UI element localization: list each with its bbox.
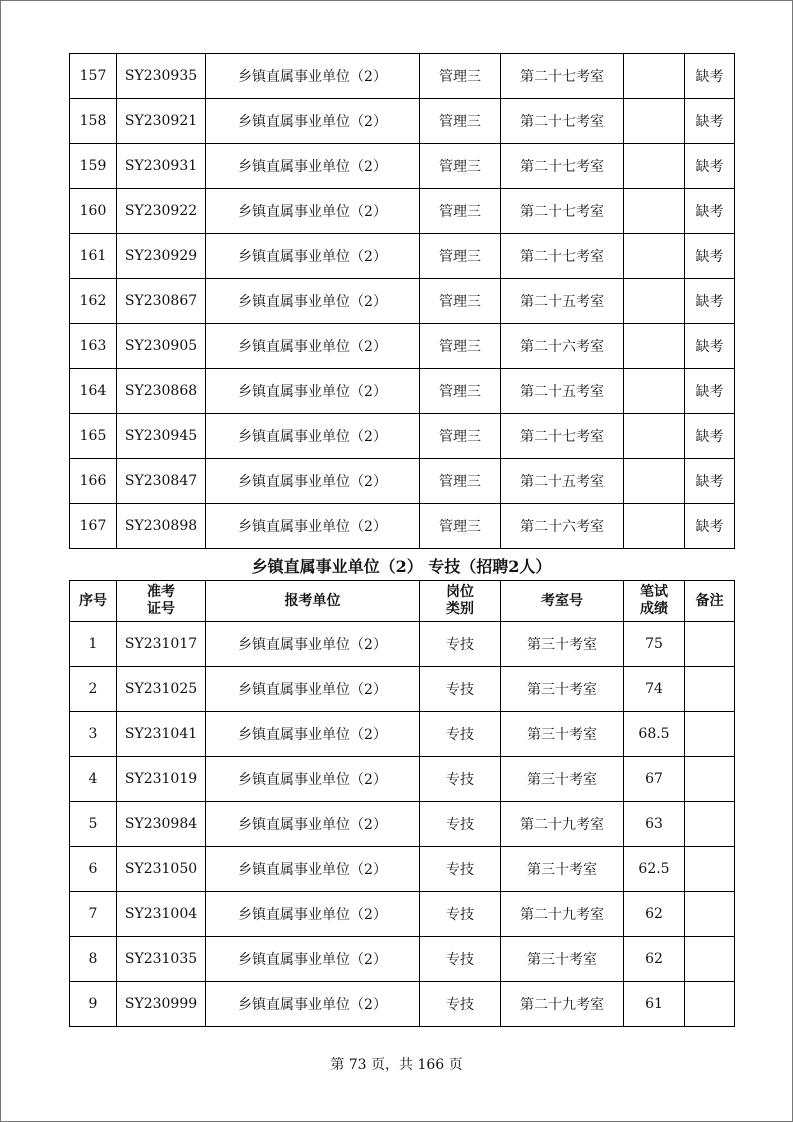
cell-score: 75	[624, 622, 685, 667]
cell-exam-room: 第二十六考室	[501, 504, 624, 549]
cell-seq: 158	[70, 99, 117, 144]
cell-exam-room: 第二十九考室	[501, 802, 624, 847]
cell-seq: 9	[70, 982, 117, 1027]
cell-ticket-no: SY230945	[117, 414, 206, 459]
cell-post-type: 管理三	[420, 144, 501, 189]
cell-ticket-no: SY230935	[117, 54, 206, 99]
cell-post-type: 管理三	[420, 54, 501, 99]
table-row	[70, 982, 735, 1027]
cell-score	[624, 234, 685, 279]
cell-ticket-no: SY231025	[117, 667, 206, 712]
cell-post-type: 专技	[420, 667, 501, 712]
cell-post-type: 管理三	[420, 414, 501, 459]
cell-remark	[685, 712, 735, 757]
table-row	[70, 937, 735, 982]
cell-ticket-no: SY231004	[117, 892, 206, 937]
cell-score	[624, 99, 685, 144]
header-ticket-no: 准考 证号	[117, 581, 206, 622]
cell-post-type: 专技	[420, 712, 501, 757]
cell-exam-room: 第二十五考室	[501, 369, 624, 414]
cell-remark: 缺考	[685, 54, 735, 99]
cell-score	[624, 459, 685, 504]
cell-score: 62	[624, 892, 685, 937]
results-table-management-body	[70, 54, 735, 549]
table-row	[70, 324, 735, 369]
cell-exam-room: 第二十六考室	[501, 324, 624, 369]
cell-remark: 缺考	[685, 99, 735, 144]
table-row	[70, 54, 735, 99]
table-row	[70, 414, 735, 459]
table-row	[70, 279, 735, 324]
cell-exam-room: 第三十考室	[501, 667, 624, 712]
cell-unit: 乡镇直属事业单位（2）	[206, 369, 420, 414]
cell-seq: 166	[70, 459, 117, 504]
cell-score	[624, 189, 685, 234]
cell-unit: 乡镇直属事业单位（2）	[206, 189, 420, 234]
cell-unit: 乡镇直属事业单位（2）	[206, 459, 420, 504]
cell-ticket-no: SY230868	[117, 369, 206, 414]
cell-score: 74	[624, 667, 685, 712]
cell-remark: 缺考	[685, 459, 735, 504]
cell-post-type: 管理三	[420, 504, 501, 549]
cell-score	[624, 144, 685, 189]
cell-remark	[685, 892, 735, 937]
cell-seq: 5	[70, 802, 117, 847]
cell-seq: 3	[70, 712, 117, 757]
cell-remark	[685, 757, 735, 802]
cell-score: 67	[624, 757, 685, 802]
cell-unit: 乡镇直属事业单位（2）	[206, 982, 420, 1027]
cell-exam-room: 第三十考室	[501, 622, 624, 667]
cell-score: 63	[624, 802, 685, 847]
header-unit: 报考单位	[206, 581, 420, 622]
cell-remark: 缺考	[685, 144, 735, 189]
cell-seq: 162	[70, 279, 117, 324]
cell-exam-room: 第二十七考室	[501, 234, 624, 279]
cell-seq: 6	[70, 847, 117, 892]
cell-remark: 缺考	[685, 189, 735, 234]
header-post-type: 岗位 类别	[420, 581, 501, 622]
cell-ticket-no: SY230931	[117, 144, 206, 189]
cell-seq: 160	[70, 189, 117, 234]
cell-seq: 2	[70, 667, 117, 712]
cell-exam-room: 第二十九考室	[501, 982, 624, 1027]
cell-seq: 165	[70, 414, 117, 459]
cell-ticket-no: SY230898	[117, 504, 206, 549]
cell-ticket-no: SY231017	[117, 622, 206, 667]
cell-unit: 乡镇直属事业单位（2）	[206, 667, 420, 712]
cell-exam-room: 第二十五考室	[501, 279, 624, 324]
table-row	[70, 802, 735, 847]
cell-unit: 乡镇直属事业单位（2）	[206, 937, 420, 982]
results-table-technical	[69, 580, 735, 1027]
cell-ticket-no: SY230929	[117, 234, 206, 279]
cell-post-type: 管理三	[420, 234, 501, 279]
cell-post-type: 专技	[420, 802, 501, 847]
cell-post-type: 专技	[420, 892, 501, 937]
table-row	[70, 99, 735, 144]
cell-post-type: 管理三	[420, 459, 501, 504]
cell-exam-room: 第二十九考室	[501, 892, 624, 937]
table-row	[70, 504, 735, 549]
cell-seq: 163	[70, 324, 117, 369]
cell-seq: 159	[70, 144, 117, 189]
cell-ticket-no: SY230867	[117, 279, 206, 324]
cell-ticket-no: SY231019	[117, 757, 206, 802]
cell-seq: 161	[70, 234, 117, 279]
cell-seq: 1	[70, 622, 117, 667]
cell-post-type: 专技	[420, 982, 501, 1027]
cell-exam-room: 第二十七考室	[501, 144, 624, 189]
cell-score: 61	[624, 982, 685, 1027]
cell-remark: 缺考	[685, 504, 735, 549]
header-seq: 序号	[70, 581, 117, 622]
cell-remark: 缺考	[685, 324, 735, 369]
table-row	[70, 234, 735, 279]
cell-score	[624, 279, 685, 324]
cell-unit: 乡镇直属事业单位（2）	[206, 414, 420, 459]
cell-seq: 167	[70, 504, 117, 549]
cell-score	[624, 54, 685, 99]
table-row	[70, 622, 735, 667]
cell-seq: 164	[70, 369, 117, 414]
cell-ticket-no: SY231050	[117, 847, 206, 892]
table-row	[70, 189, 735, 234]
cell-post-type: 专技	[420, 757, 501, 802]
cell-unit: 乡镇直属事业单位（2）	[206, 757, 420, 802]
table-row	[70, 847, 735, 892]
header-exam-room: 考室号	[501, 581, 624, 622]
table-row	[70, 459, 735, 504]
table-row	[70, 369, 735, 414]
cell-post-type: 管理三	[420, 369, 501, 414]
cell-seq: 7	[70, 892, 117, 937]
page-footer: 第 73 页，共 166 页	[330, 1057, 463, 1073]
cell-remark	[685, 937, 735, 982]
cell-post-type: 专技	[420, 622, 501, 667]
table-row	[70, 144, 735, 189]
cell-remark: 缺考	[685, 279, 735, 324]
cell-remark: 缺考	[685, 234, 735, 279]
table-row	[70, 757, 735, 802]
cell-ticket-no: SY230921	[117, 99, 206, 144]
table-header-row	[70, 581, 735, 622]
table-row	[70, 712, 735, 757]
cell-exam-room: 第三十考室	[501, 712, 624, 757]
cell-exam-room: 第三十考室	[501, 757, 624, 802]
section-title: 乡镇直属事业单位（2） 专技（招聘2人）	[251, 557, 552, 576]
cell-score: 62	[624, 937, 685, 982]
cell-remark	[685, 667, 735, 712]
cell-unit: 乡镇直属事业单位（2）	[206, 712, 420, 757]
cell-score: 68.5	[624, 712, 685, 757]
results-table-management	[69, 53, 735, 549]
cell-unit: 乡镇直属事业单位（2）	[206, 279, 420, 324]
cell-score	[624, 414, 685, 459]
cell-unit: 乡镇直属事业单位（2）	[206, 144, 420, 189]
cell-unit: 乡镇直属事业单位（2）	[206, 54, 420, 99]
cell-unit: 乡镇直属事业单位（2）	[206, 892, 420, 937]
cell-post-type: 管理三	[420, 189, 501, 234]
cell-score	[624, 369, 685, 414]
cell-unit: 乡镇直属事业单位（2）	[206, 802, 420, 847]
cell-remark	[685, 622, 735, 667]
cell-seq: 8	[70, 937, 117, 982]
cell-post-type: 专技	[420, 937, 501, 982]
header-remark: 备注	[685, 581, 735, 622]
cell-exam-room: 第三十考室	[501, 937, 624, 982]
cell-exam-room: 第三十考室	[501, 847, 624, 892]
cell-score	[624, 504, 685, 549]
cell-unit: 乡镇直属事业单位（2）	[206, 324, 420, 369]
cell-unit: 乡镇直属事业单位（2）	[206, 847, 420, 892]
cell-remark	[685, 802, 735, 847]
cell-unit: 乡镇直属事业单位（2）	[206, 622, 420, 667]
table-row	[70, 892, 735, 937]
cell-ticket-no: SY231035	[117, 937, 206, 982]
results-table-technical-body	[70, 622, 735, 1027]
cell-post-type: 管理三	[420, 279, 501, 324]
cell-score: 62.5	[624, 847, 685, 892]
cell-ticket-no: SY230922	[117, 189, 206, 234]
cell-remark: 缺考	[685, 414, 735, 459]
cell-ticket-no: SY230847	[117, 459, 206, 504]
cell-exam-room: 第二十七考室	[501, 189, 624, 234]
cell-score	[624, 324, 685, 369]
cell-exam-room: 第二十七考室	[501, 414, 624, 459]
cell-remark	[685, 847, 735, 892]
cell-ticket-no: SY231041	[117, 712, 206, 757]
header-score: 笔试 成绩	[624, 581, 685, 622]
cell-ticket-no: SY230905	[117, 324, 206, 369]
cell-ticket-no: SY230984	[117, 802, 206, 847]
cell-post-type: 专技	[420, 847, 501, 892]
cell-unit: 乡镇直属事业单位（2）	[206, 504, 420, 549]
table-row	[70, 667, 735, 712]
cell-seq: 157	[70, 54, 117, 99]
cell-ticket-no: SY230999	[117, 982, 206, 1027]
cell-exam-room: 第二十七考室	[501, 99, 624, 144]
cell-unit: 乡镇直属事业单位（2）	[206, 234, 420, 279]
cell-remark	[685, 982, 735, 1027]
cell-post-type: 管理三	[420, 324, 501, 369]
cell-post-type: 管理三	[420, 99, 501, 144]
cell-exam-room: 第二十七考室	[501, 54, 624, 99]
cell-remark: 缺考	[685, 369, 735, 414]
cell-exam-room: 第二十五考室	[501, 459, 624, 504]
cell-seq: 4	[70, 757, 117, 802]
cell-unit: 乡镇直属事业单位（2）	[206, 99, 420, 144]
